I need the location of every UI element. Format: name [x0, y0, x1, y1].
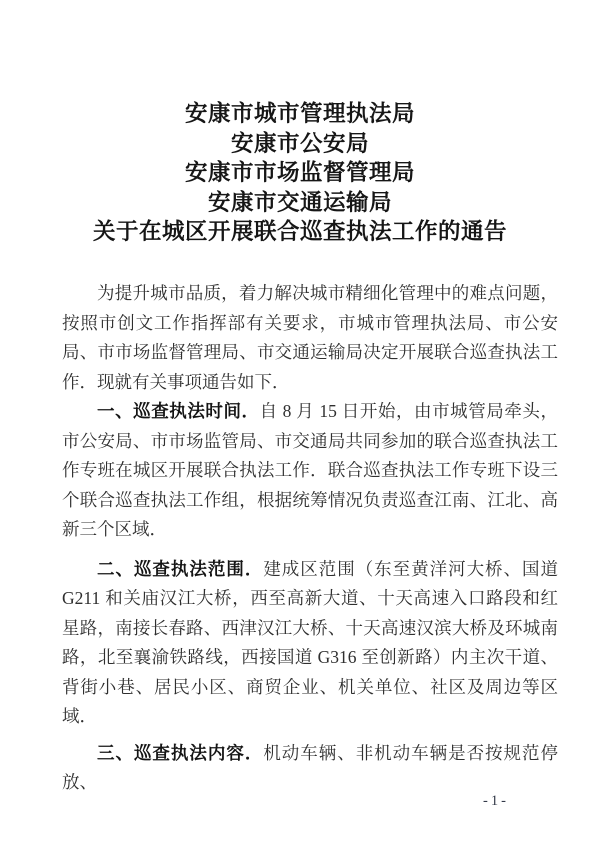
- page-number: -1-: [483, 793, 509, 809]
- section-2-heading: 二、巡查执法范围．: [97, 558, 264, 579]
- intro-text: 为提升城市品质，着力解决城市精细化管理中的难点问题，按照市创文工作指挥部有关要求，市城市管理执法局、市公安局、市市场监督管理局、市交通运输局决定开展联合巡查执法工作．现就有关事项通告如下．: [62, 283, 558, 392]
- section-1-paragraph: [62, 397, 558, 545]
- section-1-text: 自 8 月 15 日开始，由市城管局牵头，市公安局、市市场监管局、市交通局共同参加的联合巡查执法工作专班在城区开展联合执法工作．联合巡查执法工作专班下设三个联合巡查执法工作组，根据统筹情况负责巡查江南、江北、高新三个区域．: [62, 401, 559, 539]
- notice-title: 关于在城区开展联合巡查执法工作的通告: [92, 219, 507, 244]
- section-3-paragraph: [62, 739, 558, 798]
- document-body: [62, 279, 558, 798]
- org-line-2: 安康市公安局: [230, 130, 369, 156]
- intro-paragraph: [62, 279, 558, 397]
- org-line-1: 安康市城市管理执法局: [184, 101, 415, 126]
- org-line-4: 安康市交通运输局: [207, 189, 392, 215]
- document-header: [0, 99, 600, 247]
- org-line-3: 安康市市场监督管理局: [184, 160, 415, 185]
- section-3-text: 机动车辆、非机动车辆是否按规范停放、: [62, 742, 558, 792]
- section-2-paragraph: [62, 555, 558, 732]
- section-2-text: 建成区范围（东至黄洋河大桥、国道 G211 和关庙汉江大桥，西至高新大道、十天高速入口路段和红星路，南接长春路、西津汉江大桥、十天高速汉滨大桥及环城南路，北至襄渝铁路线，西接国道 G316 至创新路）内主次干道、背街小巷、居民小区、商贸企业、机关单位、社区及周边等区域．: [62, 558, 558, 726]
- section-3-heading: 三、巡查执法内容．: [97, 742, 264, 763]
- section-1-heading: 一、巡查执法时间．: [97, 401, 260, 421]
